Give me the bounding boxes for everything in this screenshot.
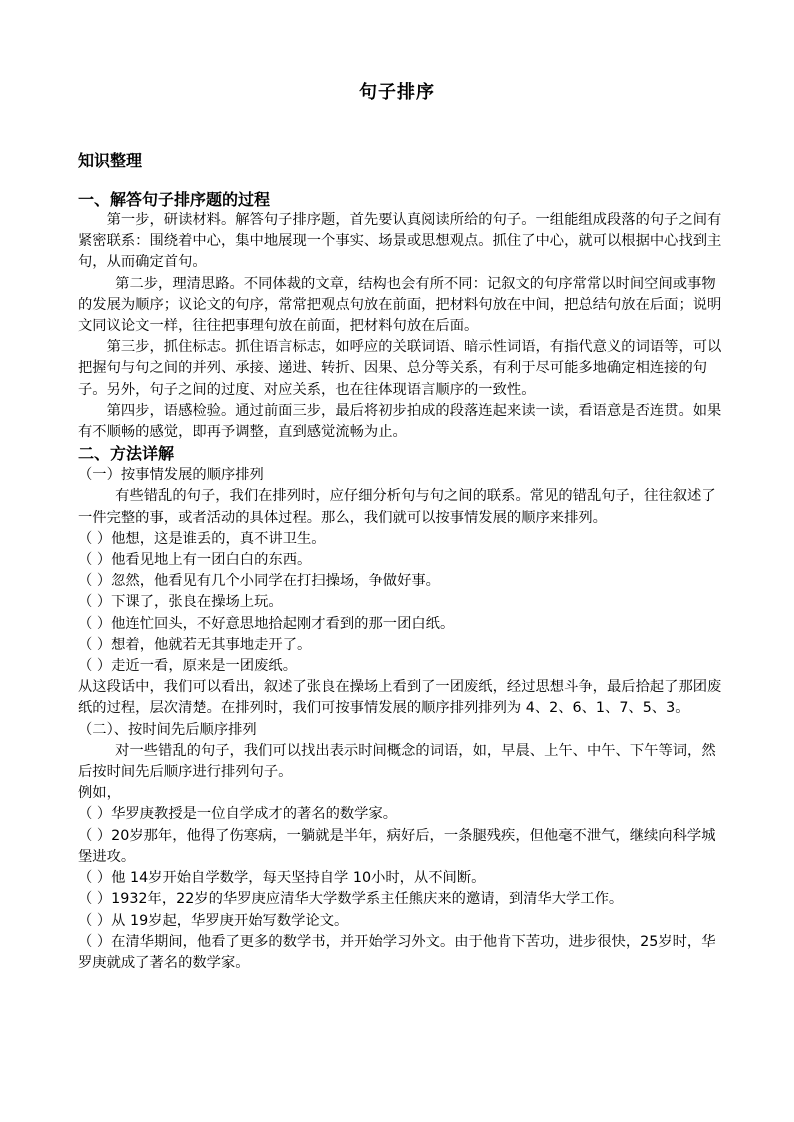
method1-item-1: （ ）他想，这是谁丢的，真不讲卫生。 — [78, 530, 326, 547]
method1-item-5: （ ）他连忙回头，不好意思地拾起刚才看到的那一团白纸。 — [78, 615, 455, 632]
section-heading-knowledge: 知识整理 — [78, 151, 143, 170]
method1-item-6: （ ）想着，他就若无其事地走开了。 — [78, 636, 312, 653]
step-1-paragraph: 第一步，研读材料。解答句子排序题，首先要认真阅读所给的句子。一组能组成段落的句子之间有紧密联系：围绕着中心，集中地展现一个事实、场景或思想观点。抓住了中心，就可以根据中心找到主句，从而确定首句。 — [78, 212, 722, 271]
step-2-paragraph: 第二步，理清思路。不同体裁的文章，结构也会有所不同：记叙文的句序常常以时间空间或事物的发展为顺序；议论文的句序，常常把观点句放在前面，把材料句放在中间，把总结句放在后面；说明文同议论文一样，往往把事理句放在前面，把材料句放在后面。 — [78, 275, 722, 335]
document-body — [78, 150, 728, 974]
method2-item-6: （ ）在清华期间，他看了更多的数学书，并开始学习外文。由于他肯下苦功，进步很快，25岁时，华罗庚就成了著名的数学家。 — [78, 933, 716, 971]
method2-item-5: （ ）从 19岁起，华罗庚开始写数学论文。 — [78, 912, 349, 929]
method1-item-2: （ ）他看见地上有一团白白的东西。 — [78, 552, 312, 569]
method2-item-1: （ ）华罗庚教授是一位自学成才的著名的数学家。 — [78, 806, 398, 823]
method2-item-3: （ ）他 14岁开始自学数学，每天坚持自学 10小时，从不间断。 — [78, 870, 486, 887]
method2-example-label: 例如， — [78, 785, 121, 802]
step-4-paragraph: 第四步，语感检验。通过前面三步，最后将初步拍成的段落连起来读一读，看语意是否连贯。如果有不顺畅的感觉，即再予调整，直到感觉流畅为止。 — [78, 402, 722, 441]
method1-subheading: （一）按事情发展的顺序排列 — [78, 467, 264, 484]
step-3-paragraph: 第三步，抓住标志。抓住语言标志，如呼应的关联词语、暗示性词语，有指代意义的词语等，可以把握句与句之间的并列、承接、递进、转折、因果、总分等关系，有利于尽可能多地确定相连接的句子。另外，句子之间的过度、对应关系，也在往体现语言顺序的一致性。 — [78, 339, 722, 398]
method1-analysis: 从这段话中，我们可以看出，叙述了张良在操场上看到了一团废纸，经过思想斗争，最后拾起了那团废纸的过程，层次清楚。在排列时，我们可按事情发展的顺序排列排列为 4、2、6、1、7、5、3。 — [78, 679, 722, 717]
page-title: 句子排序 — [359, 82, 435, 103]
method1-intro: 有些错乱的句子，我们在排列时，应仔细分析句与句之间的联系。常见的错乱句子，往往叙述了一件完整的事，或者活动的具体过程。那么，我们就可以按事情发展的顺序来排列。 — [78, 488, 716, 526]
part2-heading: 二、方法详解 — [78, 444, 175, 464]
part1-heading: 一、解答句子排序题的过程 — [78, 190, 271, 209]
method1-item-4: （ ）下课了，张良在操场上玩。 — [78, 594, 283, 611]
method2-item-2: （ ）20岁那年，他得了伤寒病，一躺就是半年，病好后，一条腿残疾，但他毫不泄气，继续向科学城堡进攻。 — [78, 827, 716, 865]
method2-subheading: （二）、按时间先后顺序排列 — [78, 721, 257, 738]
method1-item-3: （ ）忽然，他看见有几个小同学在打扫操场，争做好事。 — [78, 573, 440, 590]
method2-intro: 对一些错乱的句子，我们可以找出表示时间概念的词语，如，早晨、上午、中午、下午等词，然后按时间先后顺序进行排列句子。 — [78, 742, 716, 781]
method2-item-4: （ ）1932年，22岁的华罗庚应清华大学数学系主任熊庆来的邀请，到清华大学工作。 — [78, 891, 624, 908]
method1-item-7: （ ）走近一看，原来是一团废纸。 — [78, 658, 297, 675]
